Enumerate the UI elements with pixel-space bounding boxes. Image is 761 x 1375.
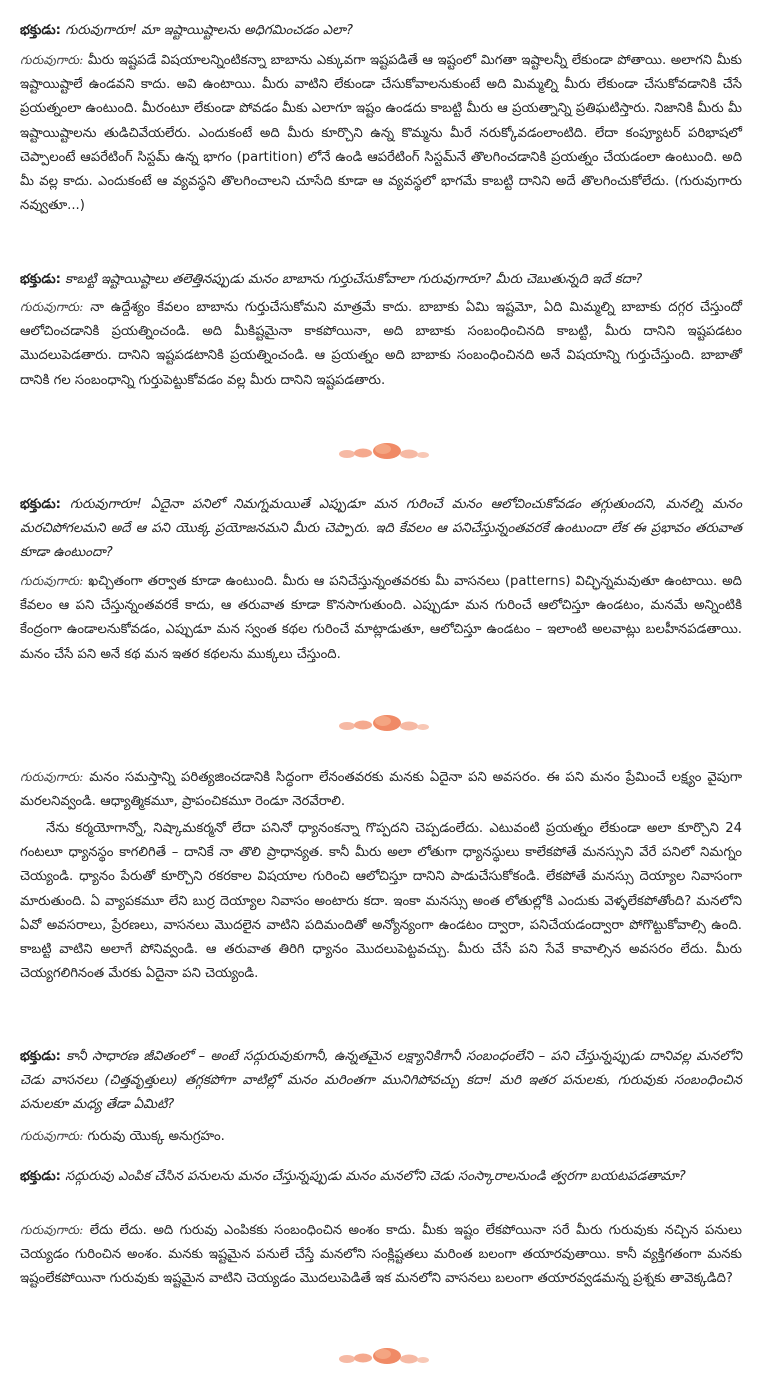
speaker-guru: గురువుగారు: [20, 1128, 84, 1143]
answer-paragraph [20, 48, 742, 218]
answer-paragraph [20, 569, 742, 667]
speaker-guru: గురువుగారు: [20, 1222, 84, 1237]
speaker-guru: గురువుగారు: [20, 299, 84, 314]
answer-paragraph [20, 765, 742, 814]
speaker-devotee: భక్తుడు: [20, 272, 61, 287]
question-text: గురువుగారూ! మా ఇష్టాయిష్టాలను అధిగమించడం ఎలా? [60, 23, 353, 38]
rose-petal-divider-icon [331, 712, 431, 734]
question-text: కానీ సాధారణ జీవితంలో – అంటే సద్గురువుకుగానీ, ఉన్నతమైన లక్ష్యానికిగానీ సంబంధంలేని – పని చేస్తున్నప్పుడు దానివల్ల మనలోని చెడు వాసనలు (చిత్తవృత్తులు) తగ్గకపోగా వాటిల్లో మనం మరింతగా మునిగిపోవచ్చు కదా! మరి ఇతర పనులకు, గురువుకు సంబంధించిన పనులకూ మధ్య తేడా ఏమిటి? [20, 1049, 742, 1113]
question-text: సద్గురువు ఎంపిక చేసిన పనులను మనం చేస్తున్నప్పుడు మనం మనలోని చెడు సంస్కారాలనుండి త్వరగా బయటపడతామా? [60, 1169, 686, 1184]
speaker-devotee: భక్తుడు: [20, 1169, 61, 1184]
question-text: కాబట్టి ఇష్టాయిష్టాలు తలెత్తినప్పుడు మనం బాబాను గుర్తుచేసుకోవాలా గురువుగారూ? మీరు చెబుతున్నది ఇదే కదా? [60, 272, 643, 287]
answer-text: మీరు ఇష్టపడే విషయాలన్నింటికన్నా బాబాను ఎక్కువగా ఇష్టపడితే ఆ ఇష్టంలో మిగతా ఇష్టాలన్నీ లేకుండా పోతాయి. అలాగని మీకు ఇష్టాయిష్టాలే ఉండవని కాదు. అవి ఉంటాయి. మీరు వాటిని లేకుండా చేసుకోవాలనుకుంటే అది మిమ్మల్ని మీరు లేకుండా చేసుకోవడానికి చేసే ప్రయత్నంలా ఉంటుంది. మీరంటూ లేకుండా పోవడం మీకు ఎలాగూ ఇష్టం ఉండదు కాబట్టి మీరు ఆ ప్రయత్నాన్ని ప్రతిఘటిస్తారు. నిజానికి మీరు మీ ఇష్టాయిష్టాలను తుడిచివేయలేరు. ఎందుకంటే అది మీరు కూర్చొని ఉన్న కొమ్మను మీరే నరుక్కోవడంలాంటిది. లేదా కంప్యూటర్ పరిభాషలో చెప్పాలంటే ఆపరేటింగ్ సిస్టమ్ ఉన్న భాగం (partition) లోనే ఉండి ఆపరేటింగ్ సిస్టమ్‌నే తొలగించడానికి ప్రయత్నం చేయడంలా ఉంటుంది. అది మీ వల్ల కాదు. ఎందుకంటే ఆ వ్యవస్థని తొలగించాలని చూసేది కూడా ఆ వ్యవస్థలో భాగమే కాబట్టి దానిని అదే తొలగించుకోలేదు. (గురువుగారు నవ్వుతూ...) [20, 53, 742, 214]
answer-text: నా ఉద్దేశ్యం కేవలం బాబాను గుర్తుచేసుకోమని మాత్రమే కాదు. బాబాకు ఏమి ఇష్టమో, ఏది మిమ్మల్ని బాబాకు దగ్గర చేస్తుందో ఆలోచించడానికి ప్రయత్నించండి. అది మీకిష్టమైనా కాకపోయినా, అది బాబాకు సంబంధించినది కాబట్టి, మీరు దానిని ఇష్టపడటం మొదలుపెడతారు. దానిని ఇష్టపడటానికి ప్రయత్నించండి. ఆ ప్రయత్నం అది బాబాకు సంబంధించినది అనే విషయాన్ని గుర్తుచేస్తుంది. బాబాతో దానికి గల సంబంధాన్ని గుర్తుపెట్టుకోవడం వల్ల మీరు దానిని ఇష్టపడతారు. [20, 300, 742, 388]
speaker-devotee: భక్తుడు: [20, 1049, 61, 1064]
rose-petal-divider-icon [331, 1345, 431, 1367]
question-paragraph [20, 1165, 742, 1189]
question-paragraph [20, 19, 742, 43]
answer-paragraph [20, 1124, 742, 1149]
divider [0, 1345, 761, 1367]
question-text: గురువుగారూ! ఏదైనా పనిలో నిమగ్నమయితే ఎప్పుడూ మన గురించే మనం ఆలోచించుకోవడం తగ్గుతుందని, మనల్ని మనం మరచిపోగలమని అదే ఆ పని యొక్క ప్రయోజనమని మీరు చెప్పారు. ఇది కేవలం ఆ పనిచేస్తున్నంతవరకే ఉంటుందా లేక ఈ ప్రభావం తరువాత కూడా ఉంటుందా? [20, 497, 742, 561]
speaker-devotee: భక్తుడు: [20, 497, 61, 512]
question-paragraph [20, 268, 742, 292]
answer-text: గురువు యొక్క అనుగ్రహం. [83, 1129, 225, 1144]
answer-paragraph [20, 295, 742, 393]
answer-paragraph [20, 1218, 742, 1292]
speaker-guru: గురువుగారు: [20, 52, 84, 67]
question-paragraph [20, 493, 742, 566]
answer-text: లేదు లేదు. అది గురువు ఎంపికకు సంబంధించిన అంశం కాదు. మీకు ఇష్టం లేకపోయినా సరే మీరు గురువుకు నచ్చిన పనులు చెయ్యడం గురించిన అంశం. మనకు ఇష్టమైన పనులే చేస్తే మనలోని సంక్లిష్టతలు మరింత బలంగా తయారవుతాయి. కానీ వ్యక్తిగతంగా మనకు ఇష్టంలేకపోయినా గురువుకు ఇష్టమైన వాటిని చెయ్యడం మొదలుపెడితే ఇక మనలోని వాసనలు బలంగా తయారవ్వడమన్న ప్రశ్నకు తావెక్కడిది? [20, 1223, 742, 1287]
answer-text: నేను కర్మయోగాన్నో, నిష్కామకర్మనో లేదా పనినో ధ్యానంకన్నా గొప్పదని చెప్పడంలేదు. ఎటువంటి ప్రయత్నం లేకుండా అలా కూర్చొని 24 గంటలూ ధ్యానస్థం కాగలిగితే – దానికే నా తొలి ప్రాధాన్యత. కానీ మీరు అలా లోతుగా ధ్యానస్థులు కాలేకపోతే మనస్సుని వేరే పనిలో నిమగ్నం చెయ్యండి. ధ్యానం పేరుతో కూర్చొని రకరకాల విషయాల గురించి ఆలోచిస్తూ దానిని పాడుచేసుకోకండి. లేకపోతే మనస్సు దెయ్యాల నివాసంగా మారుతుంది. ఏ వ్యాపకమూ లేని బుర్ర దెయ్యాల నివాసం అంటారు కదా. ఇంకా మనస్సు అంత లోతుల్లోకి ఎందుకు వెళ్ళలేకపోతోంది? మనలోని ఏవో అవసరాలు, ప్రేరణలు, వాసనలు మొదలైన వాటిని పదిమందితో అన్యోన్యంగా ఉండటం ద్వారా, పనిచేయడంద్వారా పోగొట్టుకోవాల్సి ఉంది. కాబట్టి వాటిని అలాగే పోనివ్వండి. ఆ తరువాత తిరిగి ధ్యానం మొదలుపెట్టవచ్చు. మీరు చేసే పని సేవే కావాల్సిన అవసరం లేదు. మీరు చెయ్యగలిగినంత మేరకు ఏదైనా పని చెయ్యండి. [20, 821, 742, 982]
question-paragraph [20, 1045, 742, 1118]
answer-text: మనం సమస్తాన్ని పరిత్యజించడానికి సిద్ధంగా లేనంతవరకు మనకు ఏదైనా పని అవసరం. ఈ పని మనం ప్రేమించే లక్ష్యం వైపుగా మరలనివ్వండి. ఆధ్యాత్మికమూ, ప్రాపంచికమూ రెండూ నెరవేరాలి. [20, 770, 742, 810]
rose-petal-divider-icon [331, 440, 431, 462]
divider [0, 712, 761, 734]
speaker-guru: గురువుగారు: [20, 769, 84, 784]
answer-text: ఖచ్చితంగా తర్వాత కూడా ఉంటుంది. మీరు ఆ పనిచేస్తున్నంతవరకు మీ వాసనలు (patterns) విచ్ఛిన్నమవుతూ ఉంటాయి. అది కేవలం ఆ పని చేస్తున్నంతవరకే కాదు, ఆ తరువాత కూడా కొనసాగుతుంది. ఎప్పుడూ మన గురించే ఆలోచిస్తూ ఉండటం, మనమే అన్నింటికి కేంద్రంగా ఉండాలనుకోవడం, ఎప్పుడూ మన స్వంత కథల గురించే మాట్లాడుతూ, ఆలోచిస్తూ ఉండటం – ఇలాంటి అలవాట్లు బలహీనపడతాయి. మనం చేసే పని అనే కథ మన ఇతర కథలను ముక్కలు చేస్తుంది. [20, 574, 742, 662]
speaker-devotee: భక్తుడు: [20, 23, 61, 38]
speaker-guru: గురువుగారు: [20, 573, 84, 588]
answer-continuation [20, 817, 742, 986]
divider [0, 440, 761, 462]
